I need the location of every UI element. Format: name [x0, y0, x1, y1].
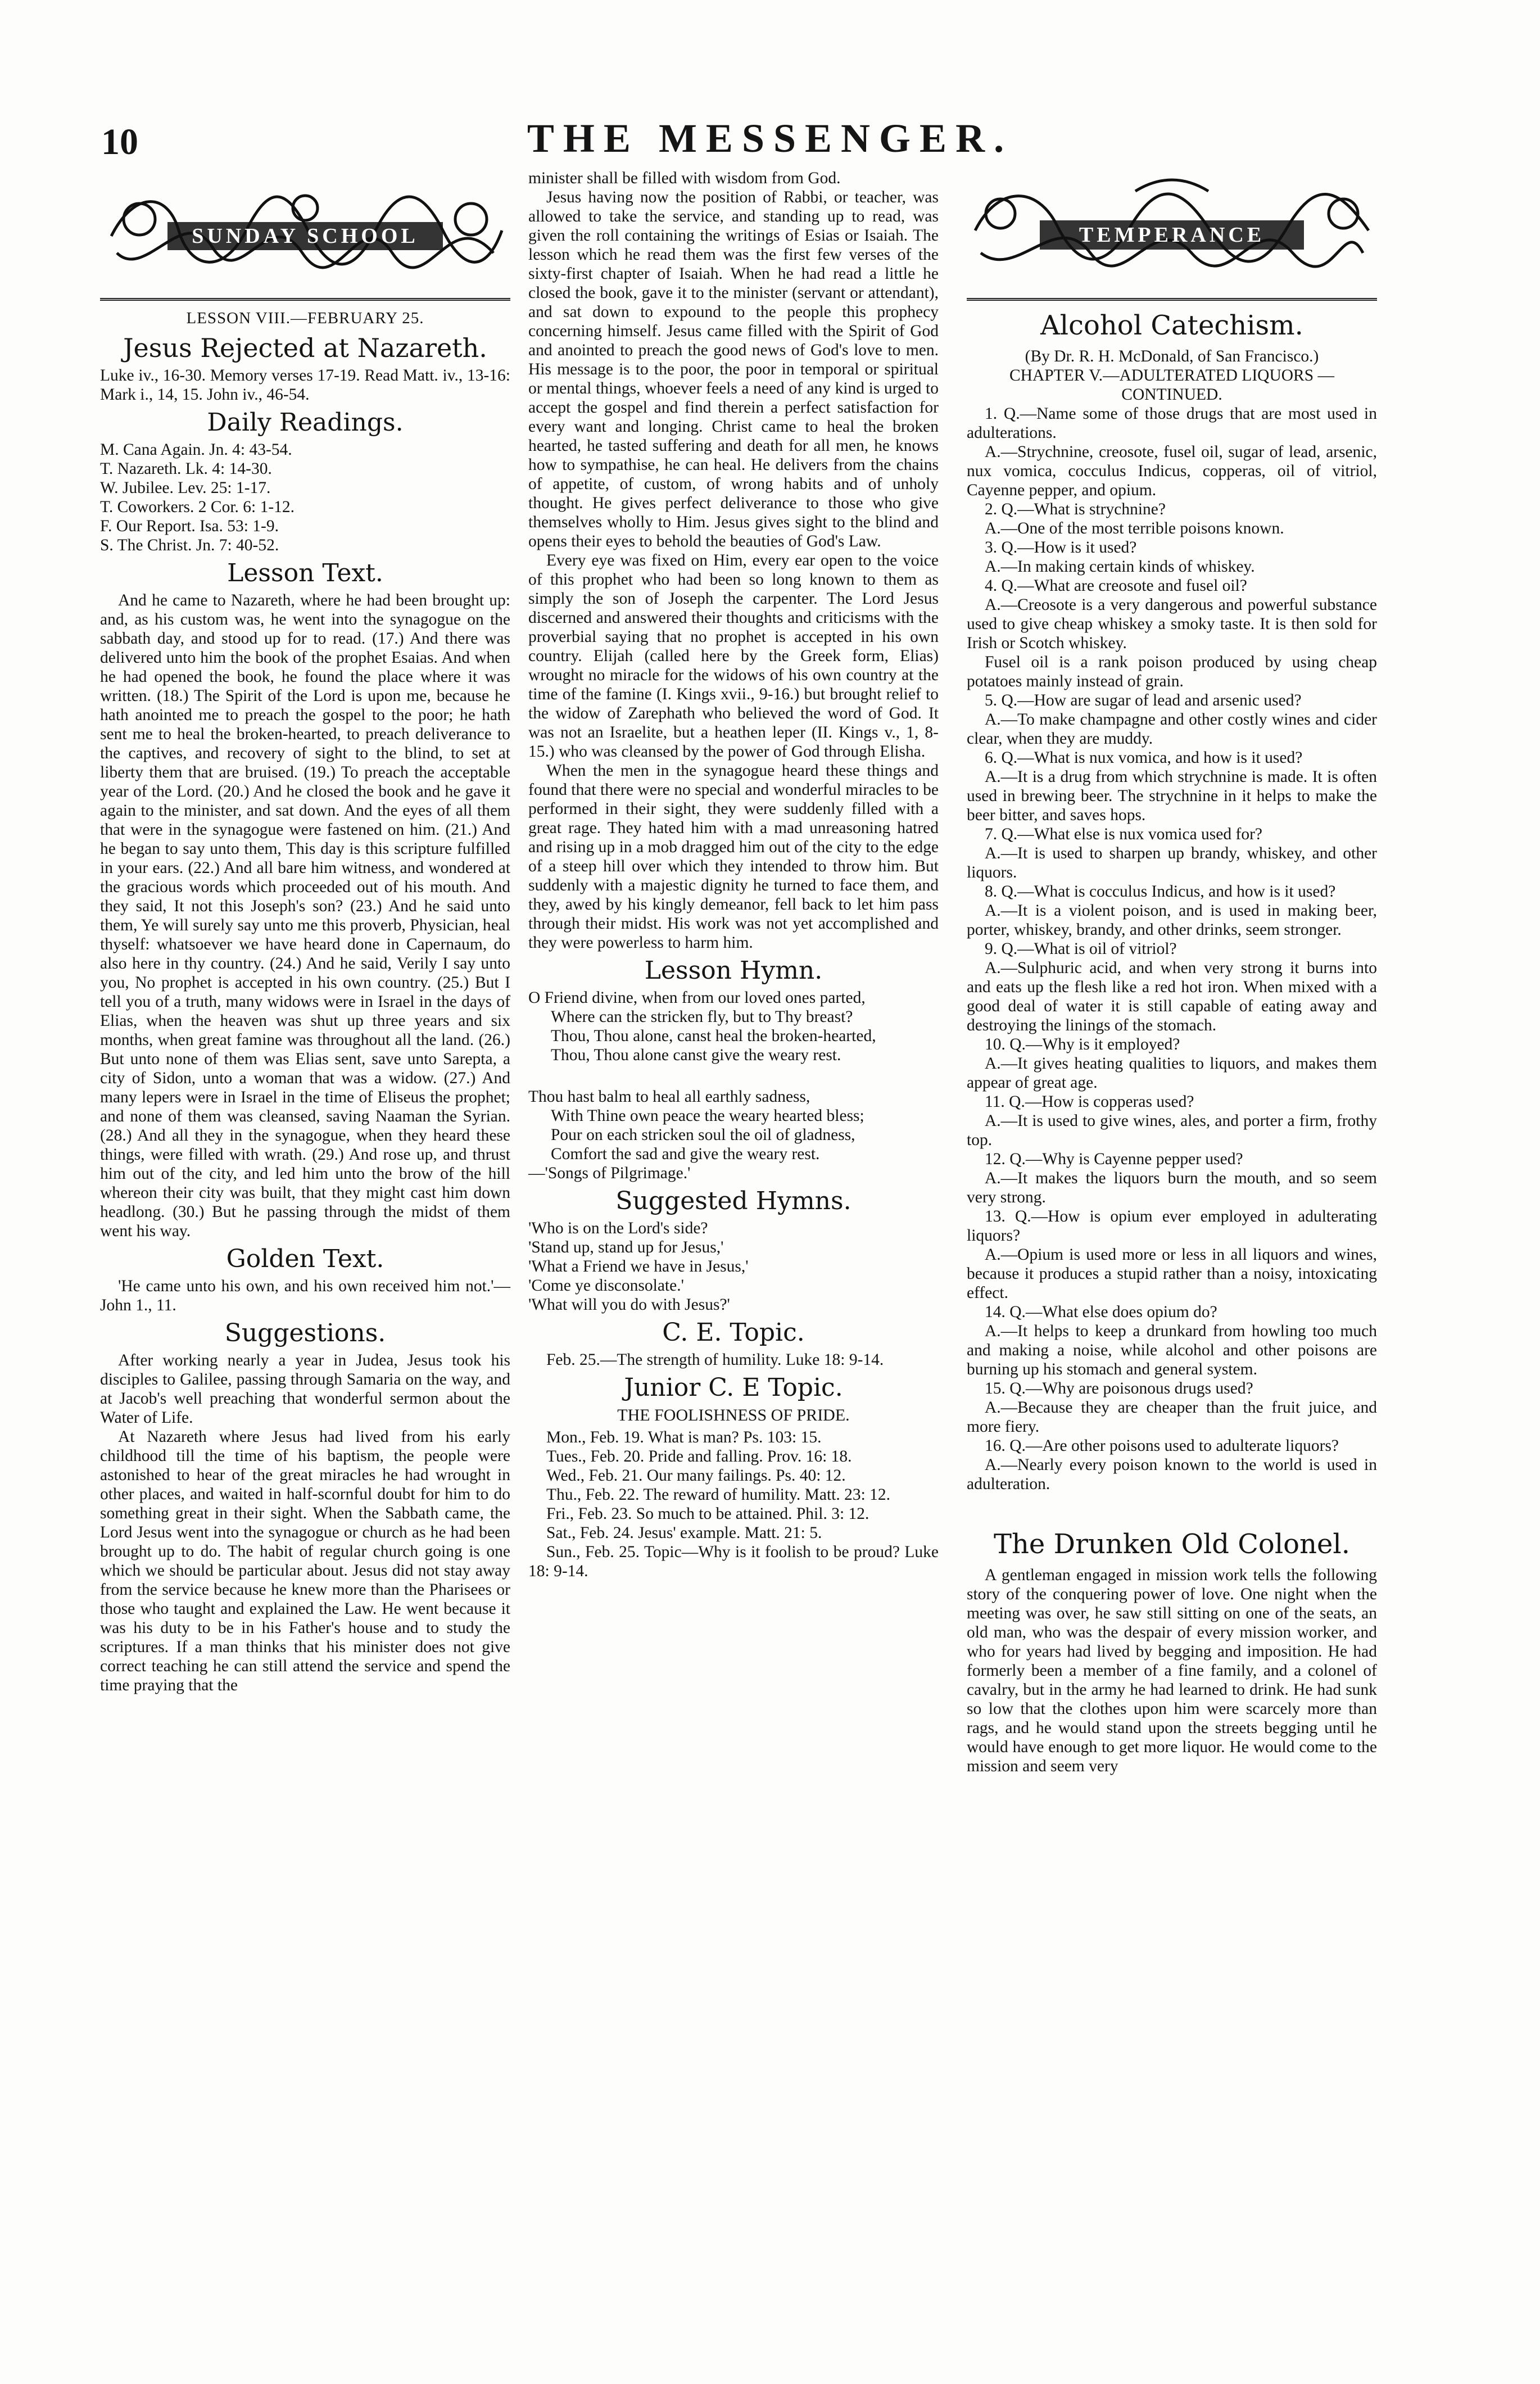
suggestions-paragraph: At Nazareth where Jesus had lived from his early childhood till the time of his baptism, the people were astonished to hear of the great miracles he had wrought in other places, and waited in half-scornful doubt for him to do something great in their sight. When the Sabbath came, the Lord Jesus went into the synagogue or church as he had been brought up to do. The habit of regular church going is one which we should be particular about. Jesus did not stay away from the service because he knew more than the Pharisees or those who taught and explained the Law. He went because it was his duty to be in his Father's house and to study the scriptures. If a man thinks that his minister does not give correct teaching he can still attend the service and spend the time praying that the	[100, 1428, 510, 1694]
suggested-hymn: 'What a Friend we have in Jesus,'	[528, 1257, 749, 1275]
catechism-entry: A.—It is used to sharpen up brandy, whiskey, and other liquors.	[967, 844, 1377, 881]
hymn-line: Comfort the sad and give the weary rest.	[551, 1145, 820, 1163]
golden-text-heading: Golden Text.	[226, 1245, 384, 1273]
junior-ce-item: Thu., Feb. 22. The reward of humility. Matt. 23: 12.	[546, 1486, 891, 1504]
catechism-entry: 9. Q.—What is oil of vitriol?	[985, 940, 1177, 958]
suggestions-paragraph: After working nearly a year in Judea, Jesus took his disciples to Galilee, passing through Samaria on the way, and at Jacob's well preaching that wonderful sermon about the Water of Life.	[100, 1351, 510, 1427]
suggested-hymn: 'Who is on the Lord's side?	[528, 1219, 708, 1237]
suggestions-heading: Suggestions.	[224, 1319, 386, 1347]
catechism-entry: A.—Creosote is a very dangerous and powerful substance used to give cheap whiskey a smoky taste. It is then sold for Irish or Scotch whiskey.	[967, 596, 1377, 652]
lesson-date: LESSON VIII.—FEBRUARY 25.	[186, 309, 424, 327]
junior-ce-item: Tues., Feb. 20. Pride and falling. Prov. 16: 18.	[546, 1447, 852, 1465]
catechism-entry: 2. Q.—What is strychnine?	[985, 500, 1166, 518]
lesson-hymn-heading: Lesson Hymn.	[644, 956, 823, 985]
lesson-text-heading: Lesson Text.	[227, 559, 383, 587]
catechism-entry: 6. Q.—What is nux vomica, and how is it used?	[985, 749, 1303, 767]
catechism-entry: 5. Q.—How are sugar of lead and arsenic used?	[985, 691, 1302, 709]
hymn-line: Where can the stricken fly, but to Thy breast?	[551, 1008, 853, 1026]
catechism-entry: A.—Nearly every poison known to the world is used in adulteration.	[967, 1456, 1377, 1493]
catechism-entry: 10. Q.—Why is it employed?	[985, 1035, 1180, 1053]
banner-lettering: TEMPERANCE	[1079, 223, 1265, 247]
continued-paragraph: Every eye was fixed on Him, every ear open to the voice of this prophet who had been so long known to them as simply the son of Joseph the carpenter. The Lord Jesus discerned and answered their thoughts and criticisms with the proverbial saying that no prophet is accepted in his own country. Elijah (called here by the Greek form, Elias) wrought no miracle for the widows of his own country at the time of the famine (I. Kings xvii., 9-16.) but brought relief to the widow of Zarephath who believed the word of God. It was not an Israelite, but a heathen leper (II. Kings v., 1, 8-15.) who was cleansed by the power of God through Elisha.	[528, 551, 939, 761]
catechism-entry: Fusel oil is a rank poison produced by using cheap potatoes mainly instead of grain.	[967, 653, 1377, 690]
reading-item: W. Jubilee. Lev. 25: 1-17.	[100, 479, 271, 497]
catechism-entry: A.—It gives heating qualities to liquors, and makes them appear of great age.	[967, 1055, 1377, 1092]
suggested-hymn: 'Stand up, stand up for Jesus,'	[528, 1238, 724, 1256]
catechism-entry: A.—It is used to give wines, ales, and porter a firm, frothy top.	[967, 1112, 1377, 1149]
junior-ce-item: Fri., Feb. 23. So much to be attained. Phil. 3: 12.	[546, 1505, 869, 1523]
junior-ce-item: Mon., Feb. 19. What is man? Ps. 103: 15.	[546, 1428, 822, 1446]
reading-item: F. Our Report. Isa. 53: 1-9.	[100, 517, 279, 535]
junior-ce-item: Wed., Feb. 21. Our many failings. Ps. 40: 12.	[546, 1467, 846, 1485]
hymn-line: Pour on each stricken soul the oil of gladness,	[551, 1126, 855, 1144]
catechism-byline: (By Dr. R. H. McDonald, of San Francisco.)	[1025, 347, 1319, 365]
catechism-entry: A.—To make champagne and other costly wines and cider clear, when they are muddy.	[967, 711, 1377, 748]
daily-readings-list	[100, 440, 510, 555]
catechism-entry: 4. Q.—What are creosote and fusel oil?	[985, 577, 1247, 595]
junior-ce-heading: Junior C. E Topic.	[624, 1373, 843, 1402]
hymn-line: Thou, Thou alone, canst heal the broken-hearted,	[551, 1027, 876, 1045]
suggested-hymns-heading: Suggested Hymns.	[615, 1187, 851, 1215]
catechism-entry: 11. Q.—How is copperas used?	[985, 1093, 1194, 1111]
masthead: THE MESSENGER.	[527, 116, 1013, 161]
hymn-line: Thou hast balm to heal all earthly sadness,	[528, 1088, 810, 1106]
hymn-source: —'Songs of Pilgrimage.'	[528, 1164, 691, 1182]
divider	[100, 298, 510, 301]
catechism-qa-list	[967, 404, 1377, 1494]
junior-ce-item: Sat., Feb. 24. Jesus' example. Matt. 21: 5.	[546, 1524, 822, 1542]
continued-paragraph: When the men in the synagogue heard these things and found that there were no special and wonderful miracles to be performed in their sight, they were suddenly filled with a great rage. They hated him with a mad unreasoning hatred and rising up in a mob dragged him out of the city to the edge of a steep hill over which they intended to throw him. But suddenly with a majestic dignity he turned to face them, and they, awed by his kingly demeanor, fell back to let him pass through their midst. His work was not yet accomplished and they were powerless to harm him.	[528, 762, 939, 952]
suggested-hymn: 'What will you do with Jesus?'	[528, 1296, 730, 1314]
hymn-line: O Friend divine, when from our loved ones parted,	[528, 989, 866, 1007]
catechism-entry: 12. Q.—Why is Cayenne pepper used?	[985, 1150, 1243, 1168]
catechism-entry: 7. Q.—What else is nux vomica used for?	[985, 825, 1262, 843]
story-body: A gentleman engaged in mission work tells the following story of the conquering power of love. One night when the meeting was over, he saw still sitting on one of the seats, an old man, who was the despair of every mission worker, and who for years had lived by begging and imposition. He had formerly been a member of a fine family, and a colonel of cavalry, but in the army he had learned to drink. He had sunk so low that the clothes upon him were scarcely more than rags, and he would stand upon the streets begging until he would have enough to get more liquor. He would come to the mission and seem very	[967, 1566, 1377, 1775]
catechism-entry: A.—It makes the liquors burn the mouth, and so seem very strong.	[967, 1169, 1377, 1206]
lesson-references: Luke iv., 16-30. Memory verses 17-19. Read Matt. iv., 13-16: Mark i., 14, 15. John iv., 46-54.	[100, 367, 510, 404]
banner-lettering: SUNDAY SCHOOL	[192, 224, 419, 248]
ce-topic-text: Feb. 25.—The strength of humility. Luke 18: 9-14.	[546, 1351, 884, 1369]
reading-item: S. The Christ. Jn. 7: 40-52.	[100, 536, 279, 554]
daily-readings-heading: Daily Readings.	[207, 408, 404, 437]
column-sunday-school	[100, 169, 510, 1695]
catechism-entry: A.—It is a violent poison, and is used in making beer, porter, whiskey, brandy, and other drinks, seem stronger.	[967, 902, 1377, 939]
ce-topic-heading: C. E. Topic.	[662, 1318, 805, 1347]
reading-item: T. Coworkers. 2 Cor. 6: 1-12.	[100, 498, 295, 516]
story-heading: The Drunken Old Colonel.	[993, 1528, 1350, 1560]
catechism-entry: A.—Strychnine, creosote, fusel oil, sugar of lead, arsenic, nux vomica, cocculus Indicus, copperas, oil of vitriol, Cayenne pepper, and opium.	[967, 443, 1377, 499]
reading-item: M. Cana Again. Jn. 4: 43-54.	[100, 441, 292, 459]
page-number: 10	[101, 121, 138, 162]
catechism-entry: A.—It is a drug from which strychnine is made. It is often used in brewing beer. The strychnine in it helps to make the beer bitter, and saves hops.	[967, 768, 1377, 824]
catechism-chapter: CHAPTER V.—ADULTERATED LIQUORS —CONTINUED.	[1009, 367, 1335, 404]
golden-text-body: 'He came unto his own, and his own received him not.'—John 1., 11.	[100, 1277, 510, 1314]
hymn-line: With Thine own peace the weary hearted bless;	[551, 1107, 864, 1125]
divider	[967, 298, 1377, 301]
catechism-entry: 8. Q.—What is cocculus Indicus, and how is it used?	[985, 883, 1336, 901]
catechism-heading: Alcohol Catechism.	[1040, 310, 1303, 341]
column-lesson-continued	[528, 169, 939, 1581]
catechism-entry: A.—It helps to keep a drunkard from howling too much and making a noise, while alcohol and other poisons are burning up his stomach and general system.	[967, 1322, 1377, 1378]
catechism-entry: A.—In making certain kinds of whiskey.	[985, 558, 1255, 576]
catechism-entry: 16. Q.—Are other poisons used to adulterate liquors?	[985, 1437, 1339, 1455]
catechism-entry: A.—One of the most terrible poisons known.	[985, 519, 1284, 537]
catechism-entry: 15. Q.—Why are poisonous drugs used?	[985, 1379, 1253, 1397]
hymn-stanza	[528, 1087, 939, 1164]
hymn-line: Thou, Thou alone canst give the weary rest.	[551, 1046, 841, 1064]
catechism-entry: A.—Sulphuric acid, and when very strong it burns into and eats up the flesh like a red hot iron. When mixed with a good deal of water it is still capable of eating away and destroying the linings of the stomach.	[967, 959, 1377, 1034]
reading-item: T. Nazareth. Lk. 4: 14-30.	[100, 460, 272, 478]
junior-ce-subheading: THE FOOLISHNESS OF PRIDE.	[617, 1406, 850, 1424]
continued-paragraph: minister shall be filled with wisdom from God.	[528, 169, 841, 187]
continued-paragraph: Jesus having now the position of Rabbi, or teacher, was allowed to take the service, and standing up to read, was given the roll containing the writings of Esias or Isaiah. The lesson which he read them was the first few verses of the sixty-first chapter of Isaiah. When he had read a little he closed the book, gave it to the minister (servant or attendant), and sat down to expound to the people this prophecy concerning himself. Jesus came filled with the Spirit of God and anointed to preach the good news of God's love to men. His message is to the poor, the poor in temporal or spiritual or mental things, whoever feels a need of any kind is urged to accept the gospel and find therein a perfect satisfaction for every want and longing. Christ came to heal the broken hearted, he tasted suffering and death for all men, he knows how to sympathise, he can heal. He delivers from the chains of appetite, of custom, of wrong habits and of unholy thought. He gives perfect deliverance to those who give themselves wholly to Him. Jesus gives sight to the blind and opens their eyes to behold the beauties of God's Law.	[528, 188, 939, 550]
catechism-entry: 13. Q.—How is opium ever employed in adulterating liquors?	[967, 1207, 1377, 1245]
catechism-entry: 3. Q.—How is it used?	[985, 539, 1137, 557]
catechism-entry: 1. Q.—Name some of those drugs that are most used in adulterations.	[967, 405, 1377, 442]
suggested-hymn: 'Come ye disconsolate.'	[528, 1277, 684, 1295]
catechism-entry: 14. Q.—What else does opium do?	[985, 1303, 1217, 1321]
temperance-banner	[967, 169, 1377, 292]
sunday-school-banner	[100, 169, 510, 292]
lesson-title: Jesus Rejected at Nazareth.	[123, 333, 487, 363]
lesson-text-body: And he came to Nazareth, where he had been brought up: and, as his custom was, he went into the synagogue on the sabbath day, and stood up for to read. (17.) And there was delivered unto him the book of the prophet Esaias. And when he had opened the book, he found the place where it was written. (18.) The Spirit of the Lord is upon me, because he hath anointed me to preach the gospel to the poor; he hath sent me to heal the broken-hearted, to preach deliverance to the captives, and recovery of sight to the blind, to set at liberty them that are bruised. (19.) To preach the acceptable year of the Lord. (20.) And he closed the book and he gave it again to the minister, and sat down. And the eyes of all them that were in the synagogue were fastened on him. (21.) And he began to say unto them, This day is this scripture fulfilled in your ears. (22.) And all bare him witness, and wondered at the gracious words which proceeded out of his mouth. And they said, It not this Joseph's son? (23.) And he said unto them, Ye will surely say unto me this proverb, Physician, heal thyself: whatsoever we have heard done in Capernaum, do also here in thy country. (24.) And he said, Verily I say unto you, No prophet is accepted in his own country. (25.) But I tell you of a truth, many widows were in Israel in the days of Elias, when the heaven was shut up three years and six months, when great famine was throughout all the land. (26.) But unto none of them was Elias sent, save unto Sarepta, a city of Sidon, unto a woman that was a widow. (27.) And many lepers were in Israel in the time of Eliseus the prophet; and none of them was cleansed, saving Naaman the Syrian. (28.) And all they in the synagogue, when they heard these things, were filled with wrath. (29.) And rose up, and thrust him out of the city, and led him unto the brow of the hill whereon their city was built, that they might cast him down headlong. (30.) But he passing through the midst of them went his way.	[100, 591, 510, 1240]
catechism-entry: A.—Opium is used more or less in all liquors and wines, because it produces a stupid rather than a noisy, intoxicating effect.	[967, 1246, 1377, 1302]
junior-ce-item: Sun., Feb. 25. Topic—Why is it foolish to be proud? Luke 18: 9-14.	[528, 1543, 939, 1580]
hymn-stanza	[528, 988, 939, 1065]
column-temperance	[967, 169, 1377, 1776]
catechism-entry: A.—Because they are cheaper than the fruit juice, and more fiery.	[967, 1399, 1377, 1436]
